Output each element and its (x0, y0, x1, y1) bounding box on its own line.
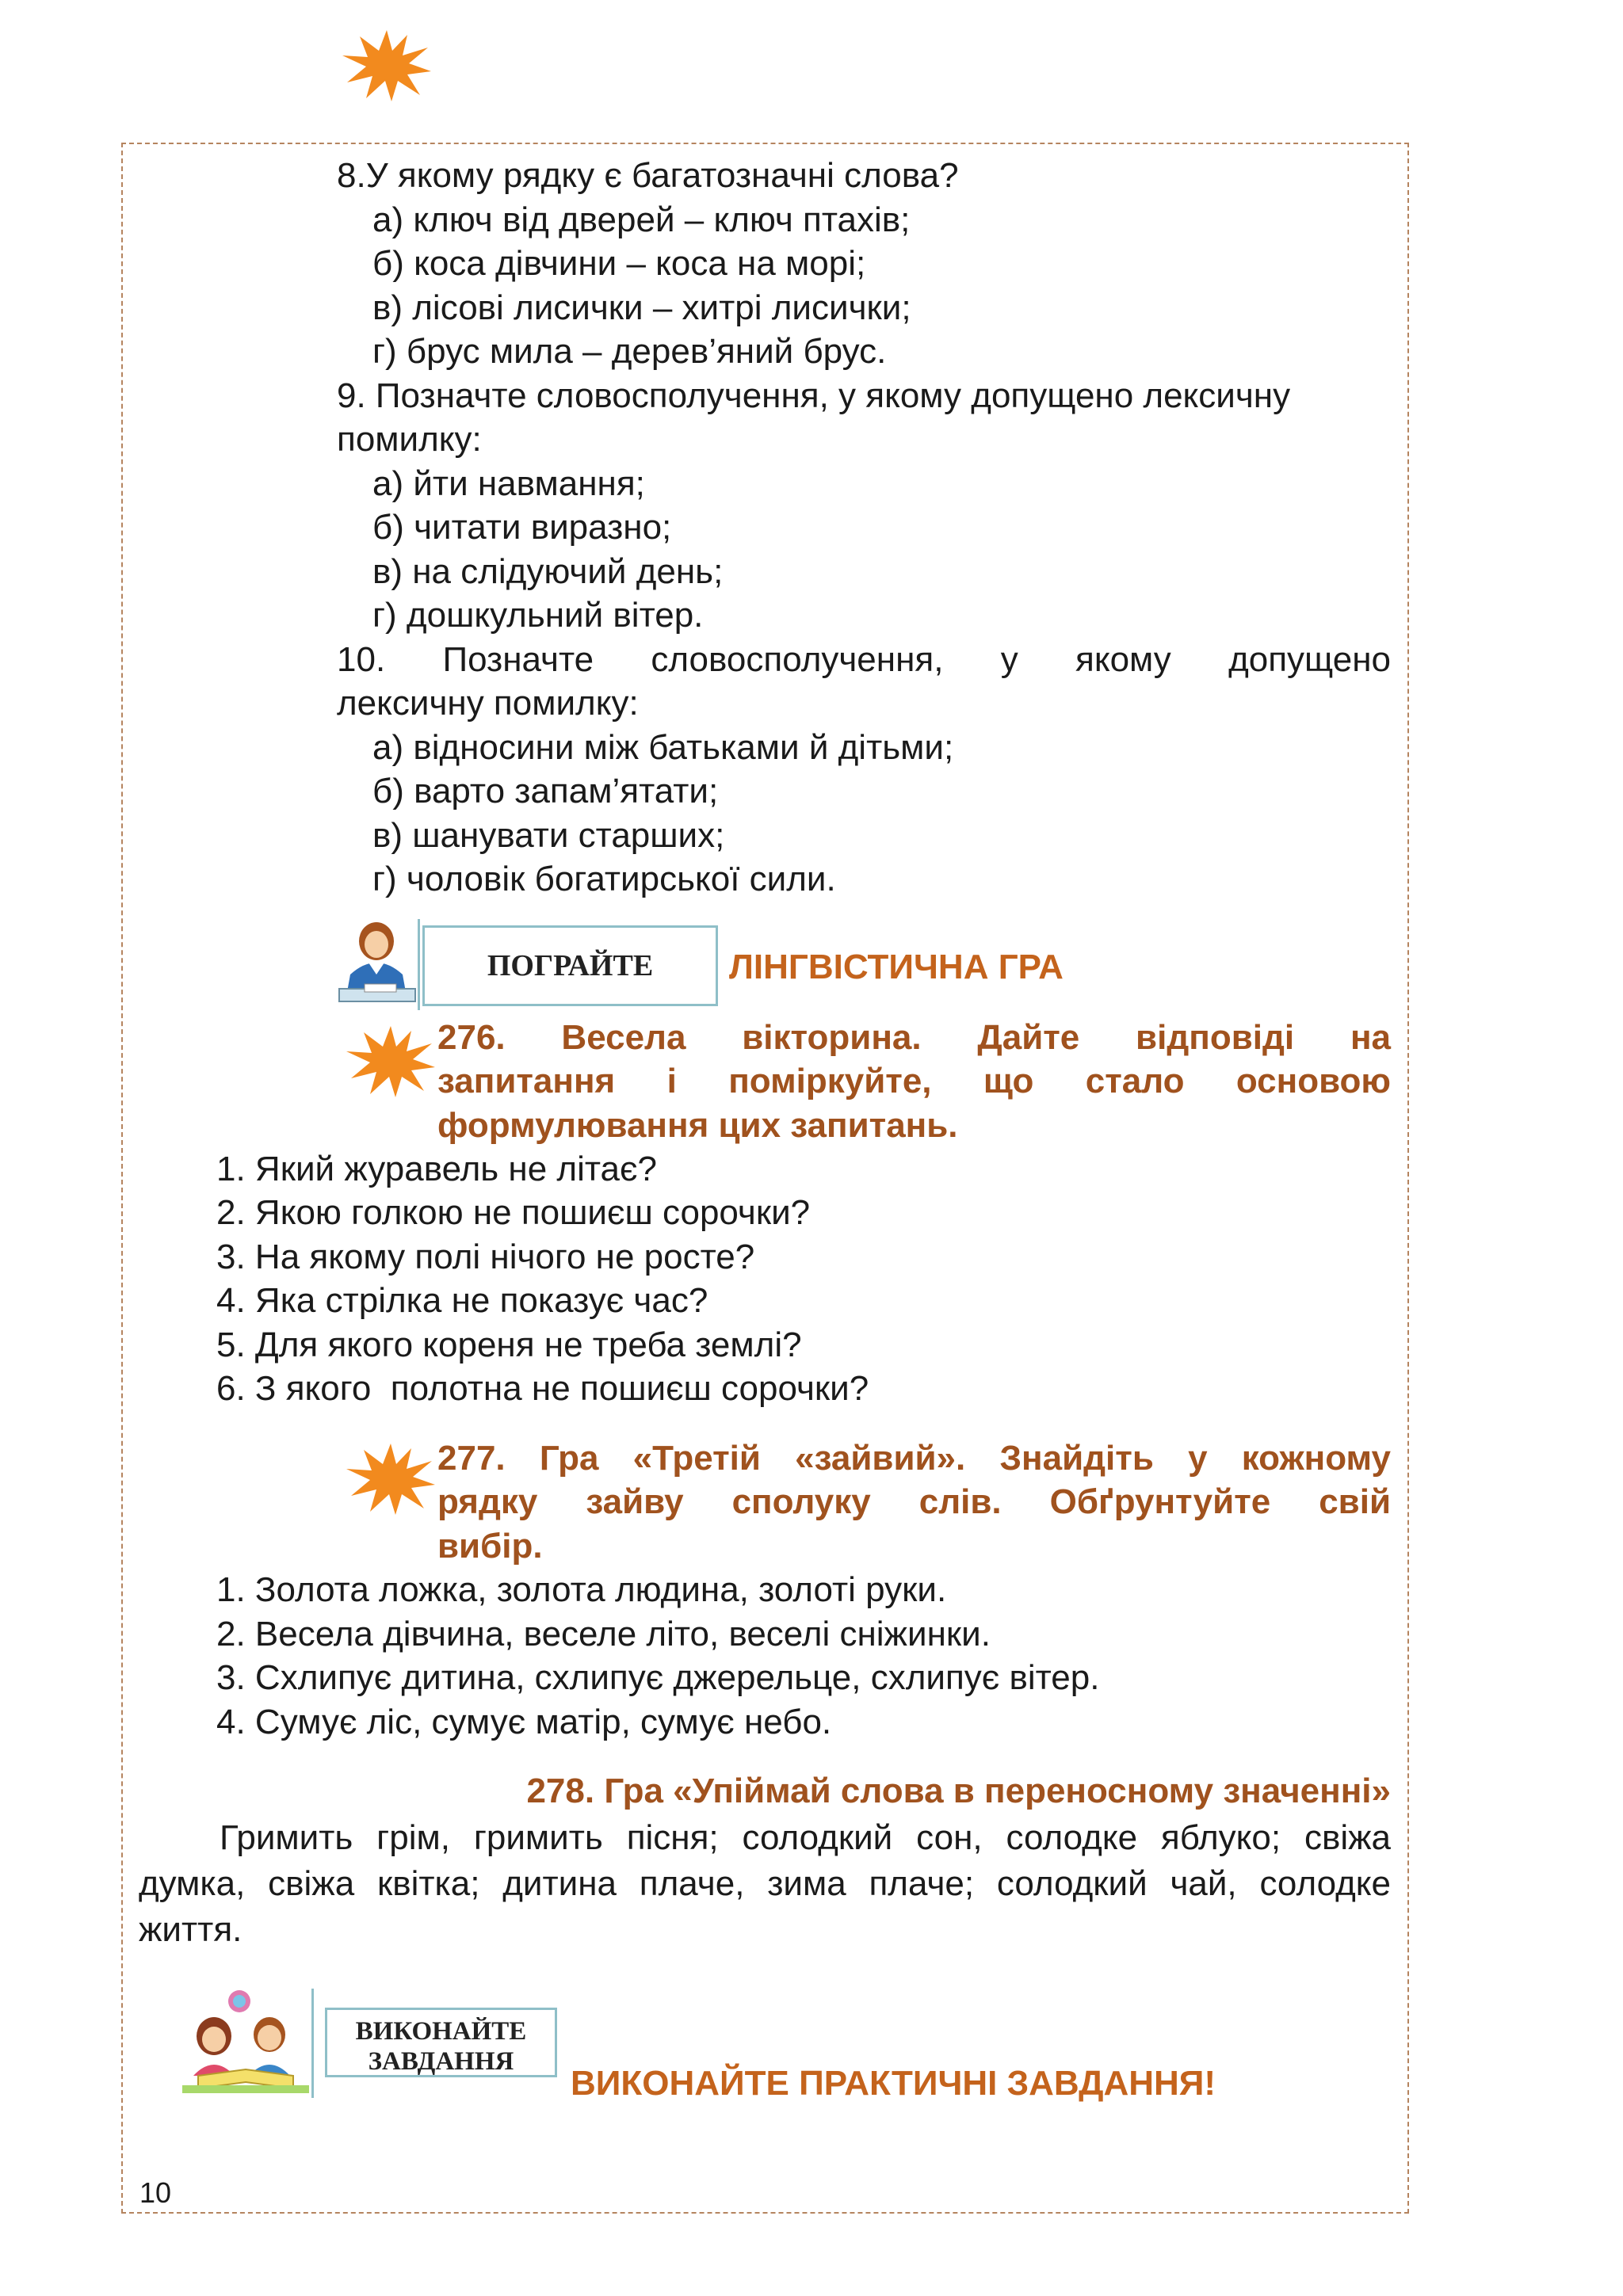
question-9-option-c: в) на слідуючий день; (372, 552, 724, 591)
starburst-icon (342, 30, 431, 101)
do-tasks-label-line-2: ЗАВДАННЯ (368, 2047, 514, 2076)
task-277-item: 4. Сумує ліс, сумує матір, сумує небо. (216, 1703, 832, 1741)
question-10-text-cont: лексичну помилку: (337, 684, 639, 723)
question-10-option-b: б) варто запам’ятати; (372, 772, 719, 810)
question-9-option-d: г) дошкульний вітер. (372, 596, 704, 635)
task-276-title-line-1: 276. Весела вікторина. Дайте відповіді на (437, 1018, 1391, 1057)
section-heading-practical-tasks: ВИКОНАЙТЕ ПРАКТИЧНІ ЗАВДАННЯ! (571, 2064, 1216, 2103)
task-278-body-line-1: Гримить грім, гримить пісня; солодкий сон, солодке яблуко; свіжа (220, 1818, 1391, 1857)
do-tasks-label-line-1: ВИКОНАЙТЕ (355, 2017, 527, 2046)
task-277-title-line-2: рядку зайву сполуку слів. Обґрунтуйте свій (437, 1482, 1391, 1521)
task-276-item: 4. Яка стрілка не показує час? (216, 1281, 708, 1320)
question-10-option-a: а) відносини між батьками й дітьми; (372, 728, 954, 767)
starburst-icon (346, 1026, 435, 1097)
question-9-text: 9. Позначте словосполучення, у якому допущено лексичну (337, 376, 1291, 415)
task-277-item: 2. Весела дівчина, веселе літо, веселі сніжинки. (216, 1615, 991, 1653)
task-276-title-line-3: формулювання цих запитань. (437, 1106, 958, 1145)
question-9-text-cont: помилку: (337, 420, 482, 459)
question-10-option-d: г) чоловік богатирської сили. (372, 860, 836, 898)
children-reading-illustration (182, 1987, 309, 2098)
page-number: 10 (139, 2176, 172, 2209)
question-10-option-c: в) шанувати старших; (372, 816, 725, 855)
task-276-item: 5. Для якого кореня не треба землі? (216, 1325, 802, 1364)
question-8-option-d: г) брус мила – дерев’яний брус. (372, 332, 887, 371)
question-8-text: 8.У якому рядку є багатозначні слова? (337, 156, 959, 195)
divider (311, 1989, 314, 2098)
task-277-item: 1. Золота ложка, золота людина, золоті руки. (216, 1570, 947, 1609)
task-277-title-line-3: вибір. (437, 1527, 543, 1566)
do-tasks-label (325, 2008, 557, 2077)
task-277-item: 3. Схлипує дитина, схлипує джерельце, схлипує вітер. (216, 1658, 1100, 1697)
question-9-option-a: а) йти навмання; (372, 464, 645, 503)
task-276-item: 1. Який журавель не літає? (216, 1150, 657, 1188)
task-278-body-line-3: життя. (139, 1910, 242, 1949)
section-heading-linguistic-game: ЛІНГВІСТИЧНА ГРА (729, 948, 1064, 986)
task-276-item: 2. Якою голкою не пошиєш сорочки? (216, 1193, 811, 1232)
task-277-title-line-1: 277. Гра «Третій «зайвий». Знайдіть у кожному (437, 1439, 1391, 1478)
question-8-option-b: б) коса дівчини – коса на морі; (372, 244, 866, 283)
question-10-text: 10. Позначте словосполучення, у якому допущено (337, 640, 1391, 679)
task-278-title: 278. Гра «Упіймай слова в переносному значенні» (526, 1772, 1391, 1810)
divider (418, 919, 420, 1010)
question-8-option-a: а) ключ від дверей – ключ птахів; (372, 200, 911, 239)
task-276-item: 6. З якого полотна не пошиєш сорочки? (216, 1369, 869, 1408)
play-label: ПОГРАЙТЕ (422, 925, 718, 1006)
question-8-option-c: в) лісові лисички – хитрі лисички; (372, 288, 911, 327)
task-276-item: 3. На якому полі нічого не росте? (216, 1238, 755, 1276)
question-9-option-b: б) читати виразно; (372, 508, 672, 547)
task-276-title-line-2: запитання і поміркуйте, що стало основою (437, 1062, 1391, 1100)
girl-writing-illustration (333, 919, 420, 1006)
starburst-icon (346, 1444, 435, 1515)
task-278-body-line-2: думка, свіжа квітка; дитина плаче, зима плаче; солодкий чай, солодке (139, 1864, 1391, 1903)
